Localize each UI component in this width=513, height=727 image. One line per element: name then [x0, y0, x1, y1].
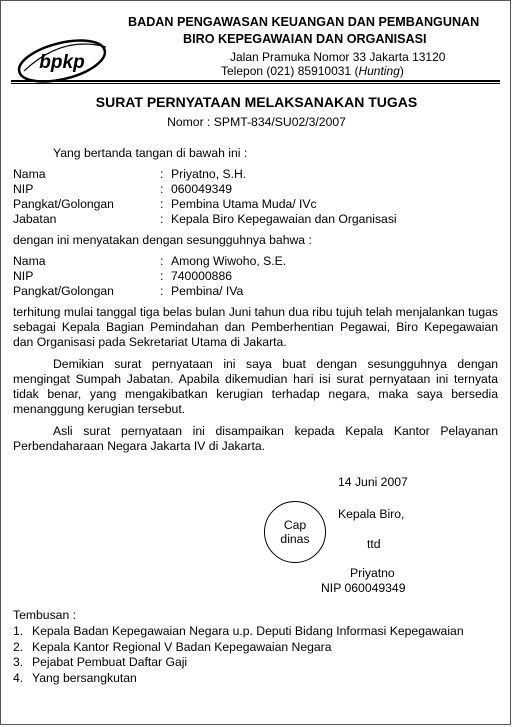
- field-label: Nama: [13, 167, 46, 181]
- intro-text: Yang bertanda tangan di bawah ini :: [53, 146, 248, 160]
- cc-item: [13, 655, 464, 671]
- document-title: SURAT PERNYATAAN MELAKSANAKAN TUGAS: [95, 94, 418, 110]
- field-value: Kepala Biro Kepegawaian dan Organisasi: [171, 212, 397, 226]
- field-label: NIP: [13, 182, 34, 196]
- official-seal: [264, 501, 326, 563]
- field-label: NIP: [13, 269, 34, 283]
- signatory-name: Priyatno: [350, 566, 395, 580]
- phone-note: Hunting: [358, 64, 400, 78]
- signatory-nip: NIP 060049349: [321, 581, 406, 595]
- agency-address: Jalan Pramuka Nomor 33 Jakarta 13120: [230, 50, 446, 64]
- field-colon: :: [160, 167, 164, 181]
- cc-item-text: Kepala Badan Kepegawaian Negara u.p. Deputi Bidang Informasi Kepegawaian: [32, 624, 464, 638]
- field-colon: :: [160, 182, 164, 196]
- field-label: Pangkat/Golongan: [13, 197, 114, 211]
- bureau-name: BIRO KEPEGAWAIAN DAN ORGANISASI: [183, 32, 427, 46]
- signature-mark: ttd: [367, 537, 381, 551]
- cc-item: [13, 671, 464, 687]
- field-value: 740000886: [171, 269, 233, 283]
- agency-name: BADAN PENGAWASAN KEUANGAN DAN PEMBANGUNAN: [128, 15, 480, 29]
- letterhead-rule-thin: [11, 83, 500, 84]
- cc-item-number: 2.: [13, 639, 24, 654]
- field-label: Nama: [13, 254, 46, 268]
- cc-item-number: 3.: [13, 655, 24, 669]
- field-label: Jabatan: [13, 212, 57, 226]
- cc-item: [13, 624, 464, 640]
- document-number: Nomor : SPMT-834/SU02/3/2007: [167, 115, 346, 129]
- cc-heading: Tembusan :: [13, 608, 77, 622]
- field-colon: :: [160, 197, 164, 211]
- cc-item-text: Kepala Kantor Regional V Badan Kepegawaian Negara: [32, 639, 332, 654]
- agency-phone: [221, 64, 404, 78]
- logo-wordmark: bpkp: [39, 52, 85, 73]
- field-colon: :: [160, 212, 164, 226]
- paragraph-oath: Demikian surat pernyataan ini saya buat dengan sesungguhnya dengan mengingat Sumpah Jabatan. Apabila dikemudian hari isi surat pernyataan ini ternyata tidak benar, yang mengakibatkan kerugian terhadap negara, maka saya bersedia menanggung kerugian tersebut.: [13, 357, 498, 416]
- signature-position: Kepala Biro,: [338, 507, 405, 521]
- cc-item-number: 1.: [13, 624, 24, 638]
- field-colon: :: [160, 254, 164, 268]
- cc-list: [13, 624, 464, 686]
- field-colon: :: [160, 284, 164, 298]
- paragraph-duty: terhitung mulai tanggal tiga belas bulan Juni tahun dua ribu tujuh telah menjalankan tugas sebagai Kepala Bagian Pemindahan dan Pemberhentian Pegawai, Biro Kepegawaian dan Organisasi pada Sekretariat Utama di Jakarta.: [13, 305, 498, 349]
- phone-prefix: Telepon (021) 85910031 (: [221, 64, 359, 78]
- field-value: Pembina/ IVa: [171, 284, 244, 298]
- paragraph-original: Asli surat pernyataan ini disampaikan kepada Kepala Kantor Pelayanan Perbendaharaan Negara Jakarta IV di Jakarta.: [13, 424, 498, 453]
- field-value: 060049349: [171, 182, 233, 196]
- cc-item-number: 4.: [13, 670, 24, 685]
- seal-line: Cap: [283, 518, 307, 532]
- cc-item-text: Pejabat Pembuat Daftar Gaji: [32, 655, 188, 669]
- field-label: Pangkat/Golongan: [13, 284, 114, 298]
- statement-text: dengan ini menyatakan dengan sesungguhnya bahwa :: [13, 233, 312, 247]
- letterhead-rule: [11, 80, 500, 82]
- cc-item-text: Yang bersangkutan: [32, 670, 137, 685]
- phone-suffix: ): [399, 64, 404, 78]
- cc-item: [13, 640, 464, 656]
- field-colon: :: [160, 269, 164, 283]
- field-value: Pembina Utama Muda/ IVc: [171, 197, 317, 211]
- seal-line: dinas: [280, 532, 310, 546]
- field-value: Priyatno, S.H.: [171, 167, 247, 181]
- field-value: Among Wiwoho, S.E.: [171, 254, 287, 268]
- signature-date: 14 Juni 2007: [338, 475, 408, 489]
